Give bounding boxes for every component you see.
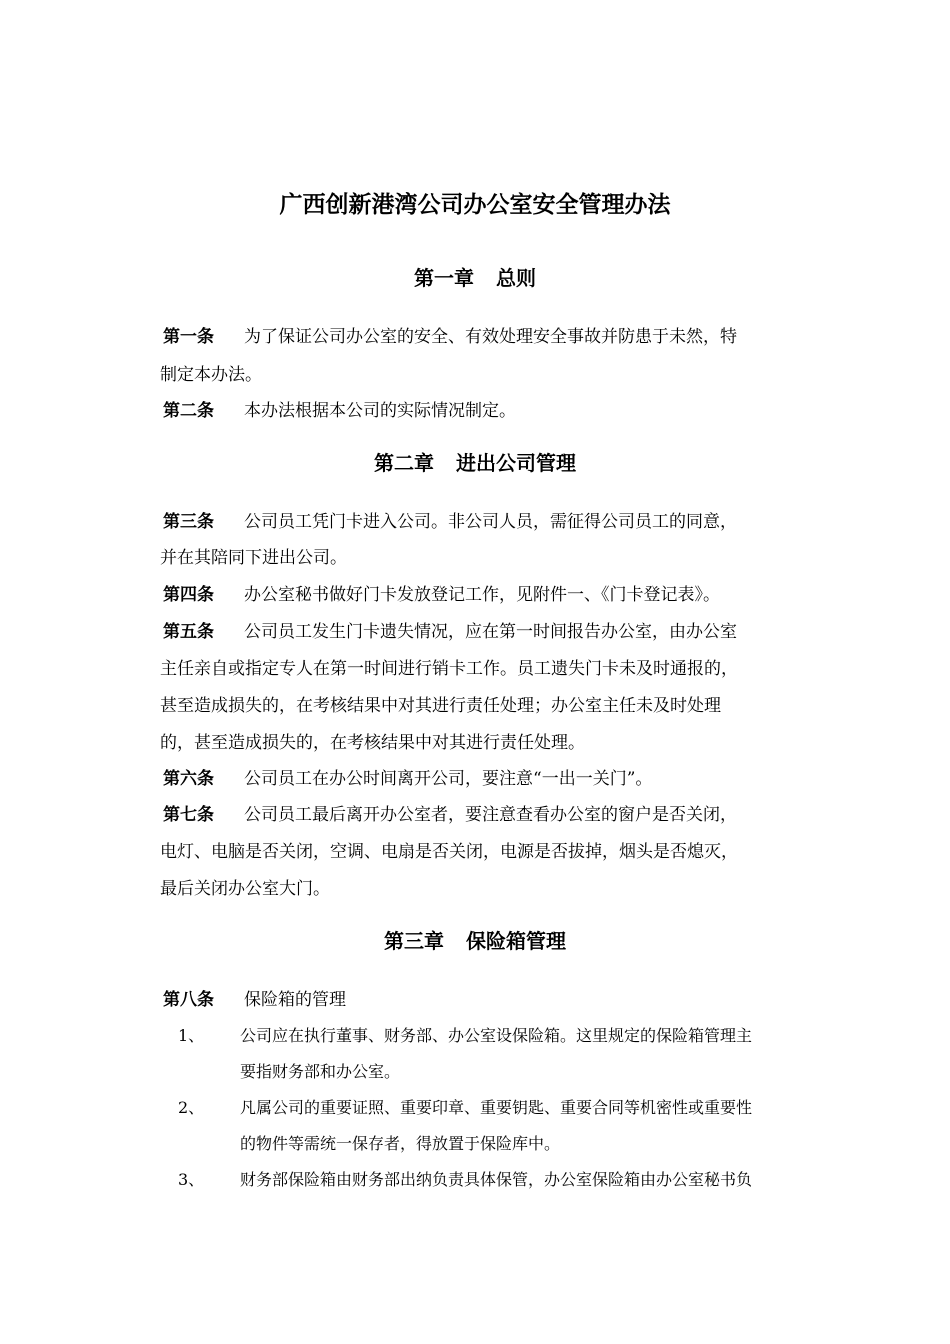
list-item-2-number: 2、 [178,1098,205,1117]
article-8-line-1 [163,989,346,1011]
article-7-line-3: 最后关闭办公室大门。 [160,879,330,899]
article-7-line-1 [163,804,737,826]
article-3-line-1 [163,511,737,533]
article-1-line-1 [163,326,737,348]
chapter-1-heading [0,262,950,291]
list-item-3-number: 3、 [178,1170,205,1189]
list-item-2-line-1: 凡属公司的重要证照、重要印章、重要钥匙、重要合同等机密性或重要性 [240,1098,753,1117]
article-5-line-3: 甚至造成损失的，在考核结果中对其进行责任处理；办公室主任未及时处理 [160,696,721,716]
article-5-line-2: 主任亲自或指定专人在第一时间进行销卡工作。员工遗失门卡未及时通报的， [160,659,738,679]
article-4-text-1: 办公室秘书做好门卡发放登记工作，见附件一、《门卡登记表》。 [244,585,720,605]
article-5-line-4: 的，甚至造成损失的，在考核结果中对其进行责任处理。 [160,733,585,753]
article-7-line-2: 电灯、电脑是否关闭，空调、电扇是否关闭，电源是否拔掉，烟头是否熄灭， [160,842,738,862]
chapter-2-heading [0,447,950,476]
article-5-line-1 [163,621,737,643]
article-3-text-1: 公司员工凭门卡进入公司。非公司人员，需征得公司员工的同意， [244,512,737,532]
article-2-line-1 [163,400,516,422]
article-5-text-1: 公司员工发生门卡遗失情况，应在第一时间报告办公室，由办公室 [244,622,737,642]
list-item-1-line-1: 公司应在执行董事、财务部、办公室设保险箱。这里规定的保险箱管理主 [240,1026,753,1045]
article-6-label: 第六条 [163,769,214,789]
article-8-text-1: 保险箱的管理 [244,990,346,1010]
article-2-label: 第二条 [163,401,214,421]
article-3-label: 第三条 [163,512,214,532]
list-item-1-line-2: 要指财务部和办公室。 [240,1062,401,1081]
article-5-label: 第五条 [163,622,214,642]
article-8-label: 第八条 [163,990,214,1010]
chapter-3-number: 第三章 [384,929,444,953]
article-1-text-1: 为了保证公司办公室的安全、有效处理安全事故并防患于未然，特 [244,327,737,347]
chapter-1-name: 总则 [496,266,536,290]
chapter-3-heading [0,925,950,954]
article-7-text-1: 公司员工最后离开办公室者，要注意查看办公室的窗户是否关闭， [244,805,737,825]
article-4-label: 第四条 [163,585,214,605]
article-6-line-1 [163,768,652,790]
chapter-1-number: 第一章 [414,266,474,290]
list-item-2-line-2: 的物件等需统一保存者，得放置于保险库中。 [240,1134,561,1153]
chapter-2-name: 进出公司管理 [456,451,576,475]
chapter-2-number: 第二章 [374,451,434,475]
chapter-3-name: 保险箱管理 [466,929,566,953]
document-title: 广西创新港湾公司办公室安全管理办法 [279,192,671,218]
article-2-text-1: 本办法根据本公司的实际情况制定。 [244,401,516,421]
article-6-text-1: 公司员工在办公时间离开公司，要注意“一出一关门”。 [244,769,653,789]
article-1-label: 第一条 [163,327,214,347]
article-4-line-1 [163,584,720,606]
list-item-1-number: 1、 [178,1026,205,1045]
list-item-3-line-1: 财务部保险箱由财务部出纳负责具体保管，办公室保险箱由办公室秘书负 [240,1170,753,1189]
article-7-label: 第七条 [163,805,214,825]
article-3-line-2: 并在其陪同下进出公司。 [160,548,347,568]
article-1-line-2: 制定本办法。 [160,365,262,385]
